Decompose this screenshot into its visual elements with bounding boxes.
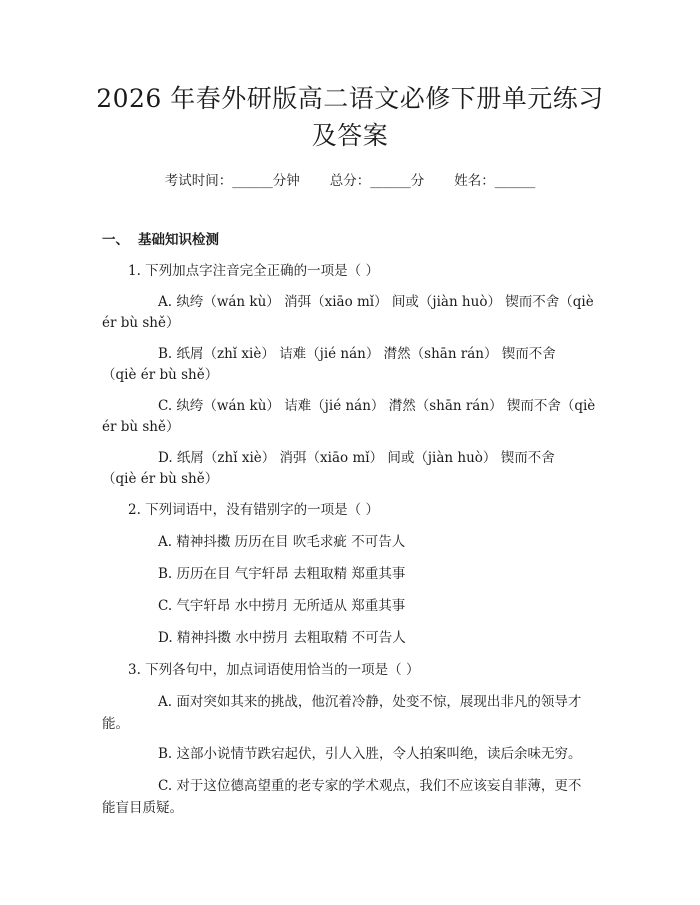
q2-option-c: C. 气宇轩昂 水中捞月 无所适从 郑重其事 (158, 598, 406, 614)
document-title-line2: 及答案 (311, 121, 389, 150)
q1-option-a: A. 纨绔（wán kù） 消弭（xiāo mǐ） 间或（jiàn huò） 锲而不舍（qiè (158, 294, 594, 310)
q1-option-d-cont: （qiè ér bù shě） (102, 471, 219, 487)
q1-option-b: B. 纸屑（zhǐ xiè） 诘难（jié nán） 潸然（shān rán） 锲而不舍 (158, 346, 556, 362)
q1-option-b-cont: （qiè ér bù shě） (102, 367, 219, 383)
q1-option-d: D. 纸屑（zhǐ xiè） 消弭（xiāo mǐ） 间或（jiàn huò） 锲而不舍 (158, 450, 555, 466)
document-title-line1: 2026 年春外研版高二语文必修下册单元练习 (96, 84, 604, 113)
q3-stem: 3. 下列各句中，加点词语使用恰当的一项是（ ） (128, 662, 420, 678)
q3-option-c: C. 对于这位德高望重的老专家的学术观点，我们不应该妄自菲薄，更不 (158, 778, 582, 794)
q2-option-b: B. 历历在目 气宇轩昂 去粗取精 郑重其事 (158, 566, 406, 582)
exam-time-label: 考试时间：______分钟 (164, 173, 300, 189)
q1-option-c-cont: ér bù shě） (102, 419, 180, 435)
q3-option-b: B. 这部小说情节跌宕起伏，引人入胜，令人拍案叫绝，读后余味无穷。 (158, 746, 582, 762)
section-number: 一、 (102, 232, 129, 248)
student-name-label: 姓名：______ (454, 173, 536, 189)
q2-option-a: A. 精神抖擞 历历在目 吹毛求疵 不可告人 (158, 534, 406, 550)
q2-stem: 2. 下列词语中，没有错别字的一项是（ ） (128, 502, 379, 518)
q1-option-c: C. 纨绔（wán kù） 诘难（jié nán） 潸然（shān rán） 锲而不舍（qiè (158, 398, 596, 414)
section-heading (102, 230, 219, 250)
section-title: 基础知识检测 (138, 232, 219, 248)
q1-stem: 1. 下列加点字注音完全正确的一项是（ ） (128, 263, 379, 279)
q2-option-d: D. 精神抖擞 水中捞月 去粗取精 不可告人 (158, 630, 406, 646)
q3-option-c-cont: 能盲目质疑。 (102, 800, 183, 816)
exam-meta (0, 169, 700, 189)
q3-option-a: A. 面对突如其来的挑战，他沉着冷静，处变不惊，展现出非凡的领导才 (158, 694, 582, 710)
q1-option-a-cont: ér bù shě） (102, 315, 180, 331)
q3-option-a-cont: 能。 (102, 716, 129, 732)
total-score-label: 总分：______分 (329, 173, 425, 189)
